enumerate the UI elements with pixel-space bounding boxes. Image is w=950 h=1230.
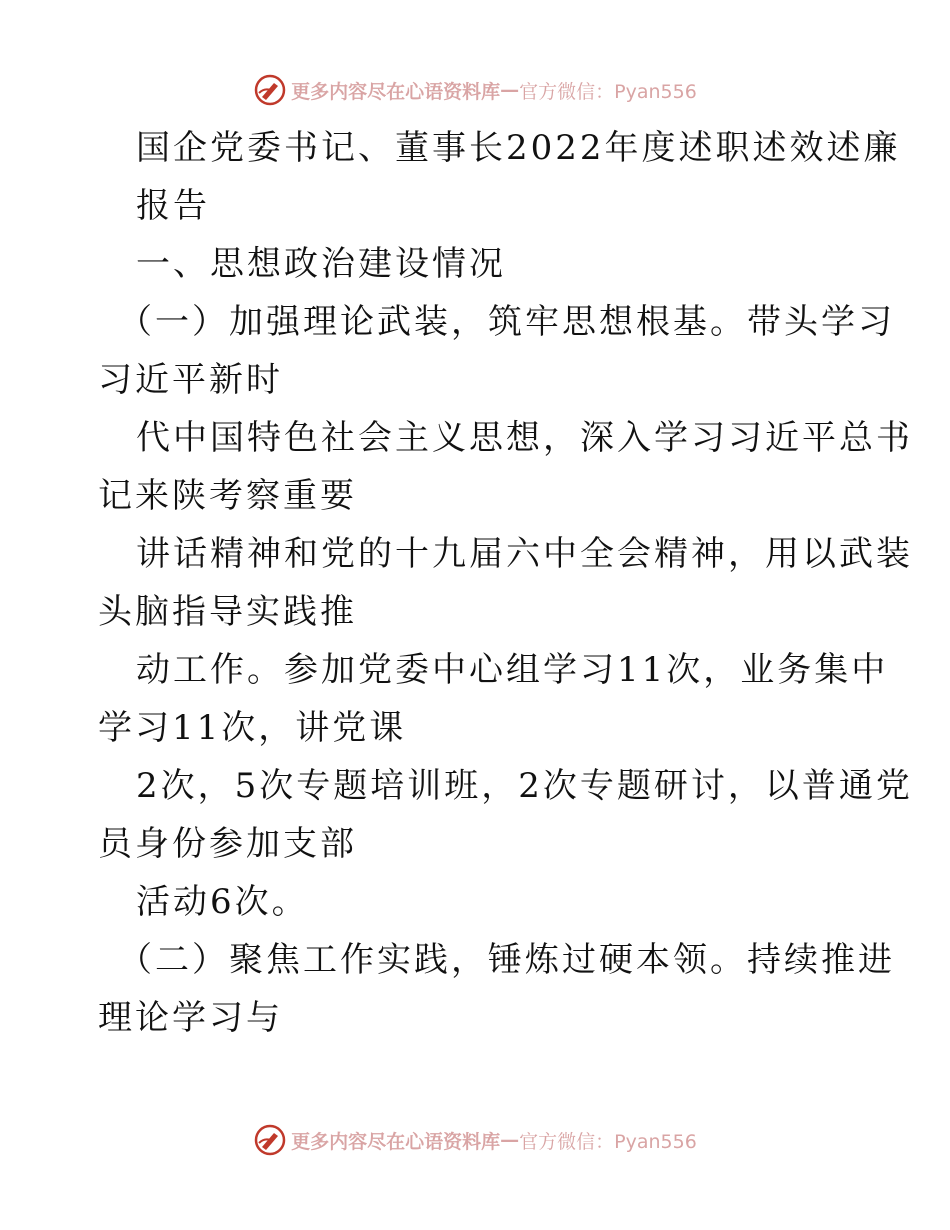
watermark-text: 更多内容尽在心语资料库: [291, 1130, 501, 1153]
pen-logo-icon: [253, 1123, 287, 1157]
watermark-banner-top: [0, 70, 950, 110]
watermark-banner-bottom: [0, 1120, 950, 1160]
paragraph-line: 理论学习与: [98, 998, 283, 1038]
watermark-text: 更多内容尽在心语资料库: [291, 80, 501, 103]
paragraph-line: （二）聚焦工作实践，锤炼过硬本领。持续推进: [118, 940, 895, 980]
paragraph-line: 代中国特色社会主义思想，深入学习习近平总书: [136, 418, 913, 458]
paragraph-line: 动工作。参加党委中心组学习11次，业务集中: [136, 650, 889, 690]
section-heading: 一、思想政治建设情况: [136, 244, 506, 284]
paragraph-line: 活动6次。: [136, 882, 309, 922]
paragraph-line: 学习11次，讲党课: [98, 708, 407, 748]
paragraph-line: 记来陕考察重要: [98, 476, 357, 516]
paragraph-line: 2次，5次专题培训班，2次专题研讨，以普通党: [136, 766, 913, 806]
document-title-line-1: 国企党委书记、董事长2022年度述职述效述廉: [136, 128, 901, 168]
watermark-wechat: 官方微信：Pyan556: [519, 1130, 697, 1153]
paragraph-line: 头脑指导实践推: [98, 592, 357, 632]
document-title-line-2: 报告: [136, 186, 210, 226]
watermark-wechat: 官方微信：Pyan556: [519, 80, 697, 103]
watermark-dash: —: [500, 1129, 520, 1151]
pen-logo-icon: [253, 73, 287, 107]
paragraph-line: 讲话精神和党的十九届六中全会精神，用以武装: [136, 534, 913, 574]
watermark-dash: —: [500, 79, 520, 101]
paragraph-line: 习近平新时: [98, 360, 283, 400]
paragraph-line: 员身份参加支部: [98, 824, 357, 864]
paragraph-line: （一）加强理论武装，筑牢思想根基。带头学习: [118, 302, 895, 342]
